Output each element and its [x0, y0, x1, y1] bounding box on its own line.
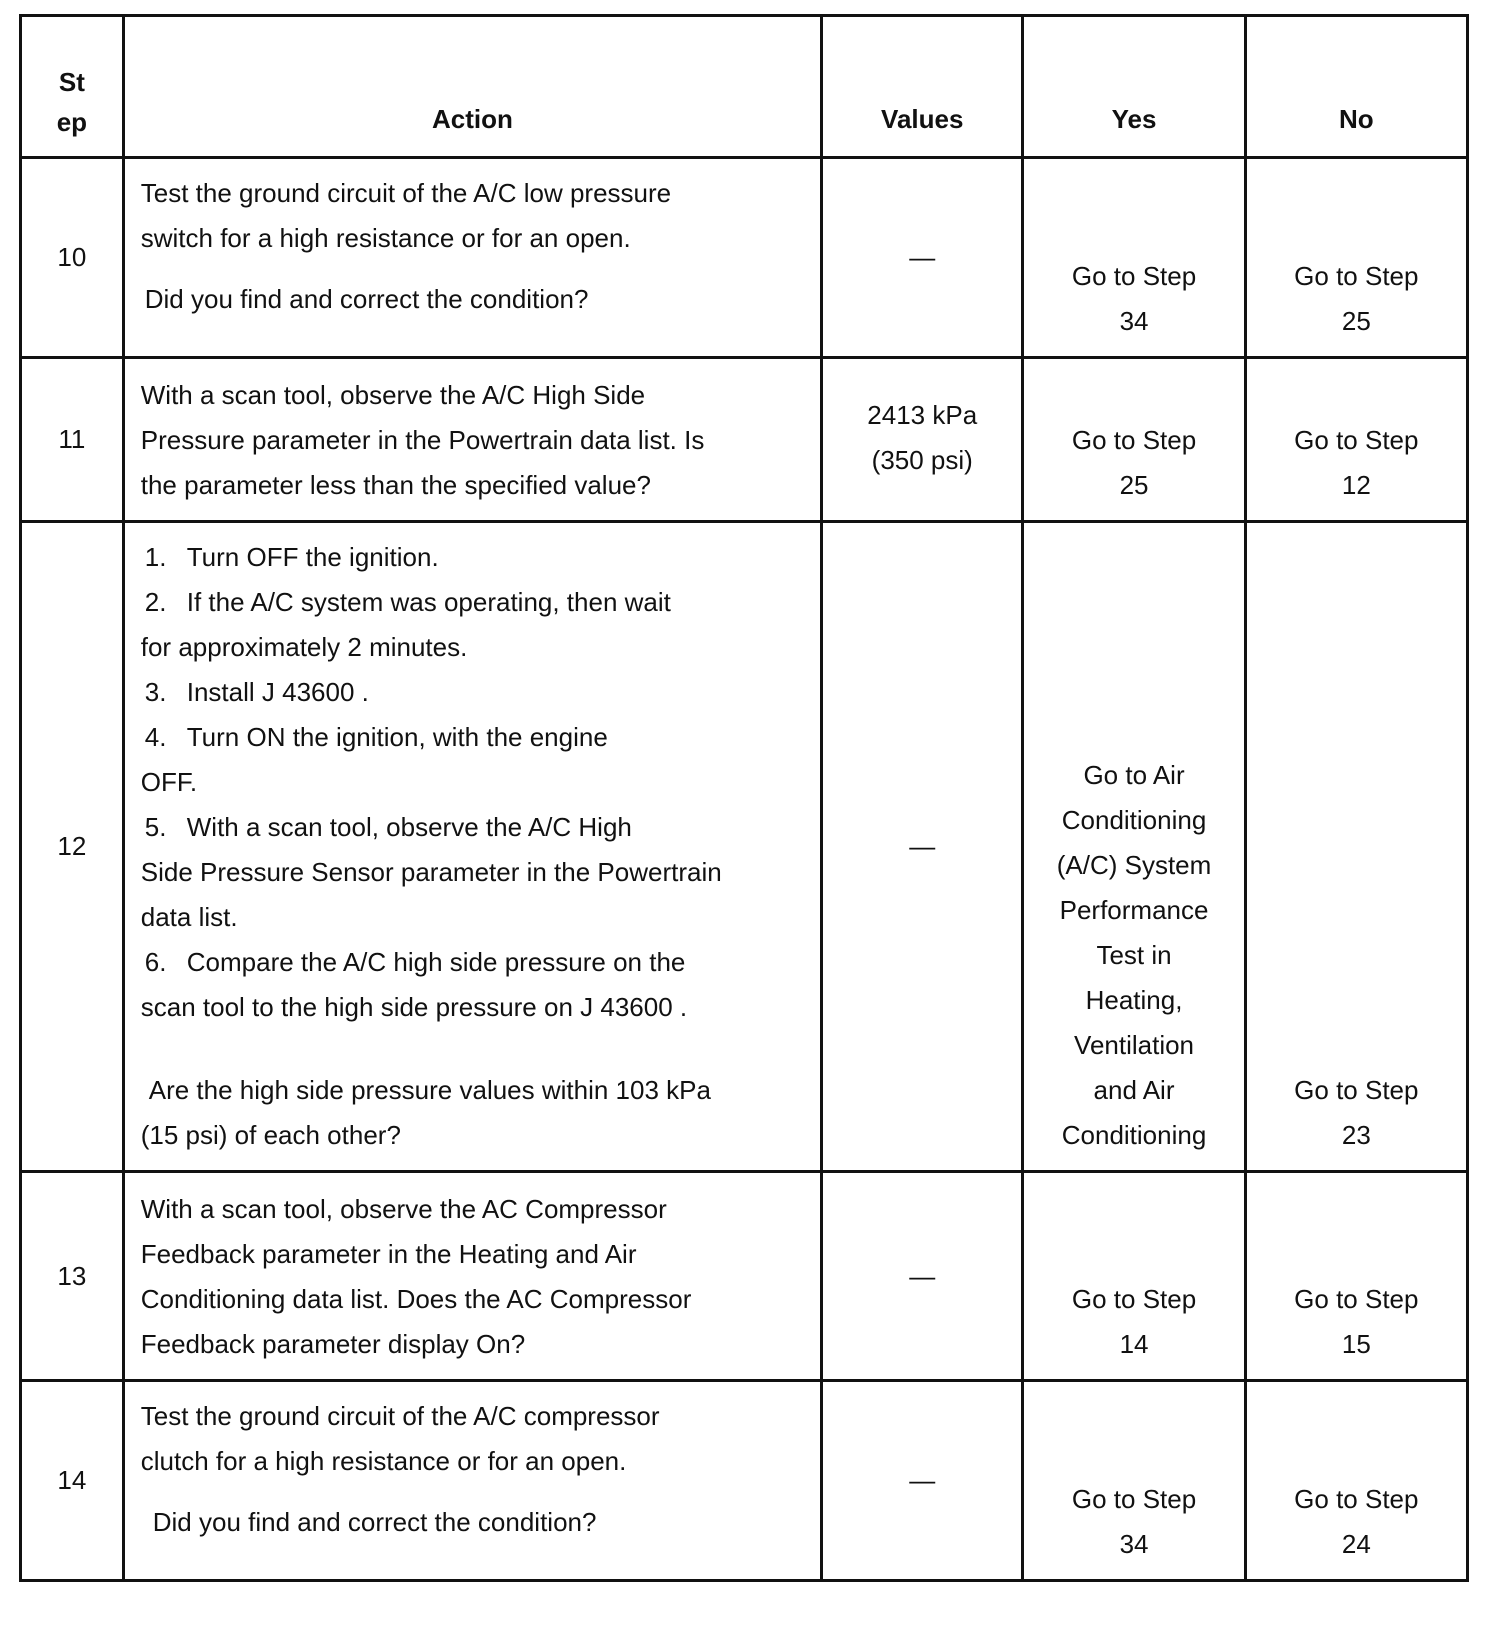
- table-row: [21, 1381, 1468, 1581]
- no-link-text[interactable]: Go to Step: [1294, 1284, 1419, 1314]
- values-cell: —: [822, 1172, 1023, 1381]
- no-step-number[interactable]: 23: [1341, 1120, 1371, 1150]
- table-row: [21, 522, 1468, 1172]
- action-text: switch for a high resistance or for an open.: [140, 223, 631, 253]
- no-step-number[interactable]: 24: [1341, 1529, 1371, 1559]
- header-no: No: [1245, 16, 1467, 158]
- action-cell: [123, 358, 821, 522]
- action-cell: [123, 158, 821, 358]
- action-text: clutch for a high resistance or for an open.: [140, 1446, 627, 1476]
- action-cell: [123, 1381, 821, 1581]
- action-text: Test the ground circuit of the A/C compressor: [140, 1401, 660, 1431]
- action-cell: [123, 522, 821, 1172]
- no-link-text[interactable]: Go to Step: [1294, 425, 1419, 455]
- header-action: Action: [123, 16, 821, 158]
- no-link-text[interactable]: Go to Step: [1294, 1484, 1419, 1514]
- values-cell: —: [822, 1381, 1023, 1581]
- table-row: [21, 158, 1468, 358]
- list-item-continuation: Side Pressure Sensor parameter in the Powertrain: [140, 857, 722, 887]
- step-number: 11: [21, 358, 124, 522]
- header-values: Values: [822, 16, 1023, 158]
- action-text: Test the ground circuit of the A/C low pressure: [140, 178, 672, 208]
- yes-cell: [1023, 158, 1245, 358]
- yes-cell: [1023, 1381, 1245, 1581]
- no-cell: [1245, 358, 1467, 522]
- yes-link-text[interactable]: Go to Step: [1071, 1284, 1197, 1314]
- header-step: St ep: [21, 16, 124, 158]
- step-number: 10: [21, 158, 124, 358]
- yes-link-text[interactable]: and Air: [1093, 1075, 1175, 1105]
- no-cell: [1245, 522, 1467, 1172]
- yes-link-text[interactable]: Ventilation: [1074, 1030, 1195, 1060]
- action-text: With a scan tool, observe the A/C High Side: [140, 380, 646, 410]
- action-text: With a scan tool, observe the AC Compressor: [140, 1194, 667, 1224]
- value-psi: (350 psi): [871, 445, 973, 475]
- yes-step-number[interactable]: 34: [1119, 306, 1149, 336]
- no-step-number[interactable]: 15: [1341, 1329, 1371, 1359]
- no-step-number[interactable]: 12: [1341, 470, 1371, 500]
- no-step-number[interactable]: 25: [1341, 306, 1371, 336]
- action-cell: [123, 1172, 821, 1381]
- yes-step-number[interactable]: 34: [1119, 1529, 1149, 1559]
- yes-cell: [1023, 522, 1245, 1172]
- action-question: Did you find and correct the condition?: [144, 284, 589, 314]
- table-row: [21, 358, 1468, 522]
- yes-link-text[interactable]: Go to Step: [1071, 261, 1197, 291]
- no-cell: [1245, 1381, 1467, 1581]
- step-number: 12: [21, 522, 124, 1172]
- yes-cell: [1023, 358, 1245, 522]
- yes-link-text[interactable]: Go to Air: [1083, 760, 1185, 790]
- action-question: Are the high side pressure values within 103 kPa: [148, 1075, 711, 1105]
- no-link-text[interactable]: Go to Step: [1294, 261, 1419, 291]
- list-item: 1. Turn OFF the ignition.: [144, 542, 439, 572]
- yes-link-text[interactable]: Performance: [1059, 895, 1209, 925]
- step-number: 13: [21, 1172, 124, 1381]
- list-item-continuation: for approximately 2 minutes.: [140, 632, 468, 662]
- yes-link-text[interactable]: (A/C) System: [1056, 850, 1212, 880]
- yes-link-text[interactable]: Test in: [1096, 940, 1172, 970]
- list-item: 2. If the A/C system was operating, then wait: [144, 587, 671, 617]
- list-item: 3. Install J 43600 .: [144, 677, 369, 707]
- header-row: [21, 16, 1468, 158]
- yes-link-text[interactable]: Go to Step: [1071, 1484, 1197, 1514]
- yes-link-text[interactable]: Heating,: [1085, 985, 1183, 1015]
- action-text: the parameter less than the specified value?: [140, 470, 651, 500]
- no-cell: [1245, 158, 1467, 358]
- list-item-continuation: data list.: [140, 902, 238, 932]
- yes-step-number[interactable]: 25: [1119, 470, 1149, 500]
- list-item: 6. Compare the A/C high side pressure on the: [144, 947, 686, 977]
- action-text: Conditioning data list. Does the AC Compressor: [140, 1284, 692, 1314]
- action-text: Pressure parameter in the Powertrain data list. Is: [140, 425, 705, 455]
- yes-link-text[interactable]: Conditioning: [1061, 805, 1207, 835]
- list-item: 4. Turn ON the ignition, with the engine: [144, 722, 608, 752]
- header-yes: Yes: [1023, 16, 1245, 158]
- values-cell: —: [822, 522, 1023, 1172]
- list-item: 5. With a scan tool, observe the A/C High: [144, 812, 632, 842]
- no-link-text[interactable]: Go to Step: [1294, 1075, 1419, 1105]
- action-text: Feedback parameter in the Heating and Air: [140, 1239, 637, 1269]
- yes-link-text[interactable]: Conditioning: [1061, 1120, 1207, 1150]
- action-text: Feedback parameter display On?: [140, 1329, 526, 1359]
- values-cell: [822, 358, 1023, 522]
- no-cell: [1245, 1172, 1467, 1381]
- values-cell: —: [822, 158, 1023, 358]
- list-item-continuation: scan tool to the high side pressure on J 43600 .: [140, 992, 688, 1022]
- diagnostic-table: [19, 14, 1469, 1582]
- list-item-continuation: OFF.: [140, 767, 198, 797]
- yes-step-number[interactable]: 14: [1119, 1329, 1149, 1359]
- action-question: Did you find and correct the condition?: [152, 1507, 597, 1537]
- yes-link-text[interactable]: Go to Step: [1071, 425, 1197, 455]
- yes-cell: [1023, 1172, 1245, 1381]
- action-question: (15 psi) of each other?: [140, 1120, 401, 1150]
- step-number: 14: [21, 1381, 124, 1581]
- value-kpa: 2413 kPa: [867, 400, 978, 430]
- table-row: [21, 1172, 1468, 1381]
